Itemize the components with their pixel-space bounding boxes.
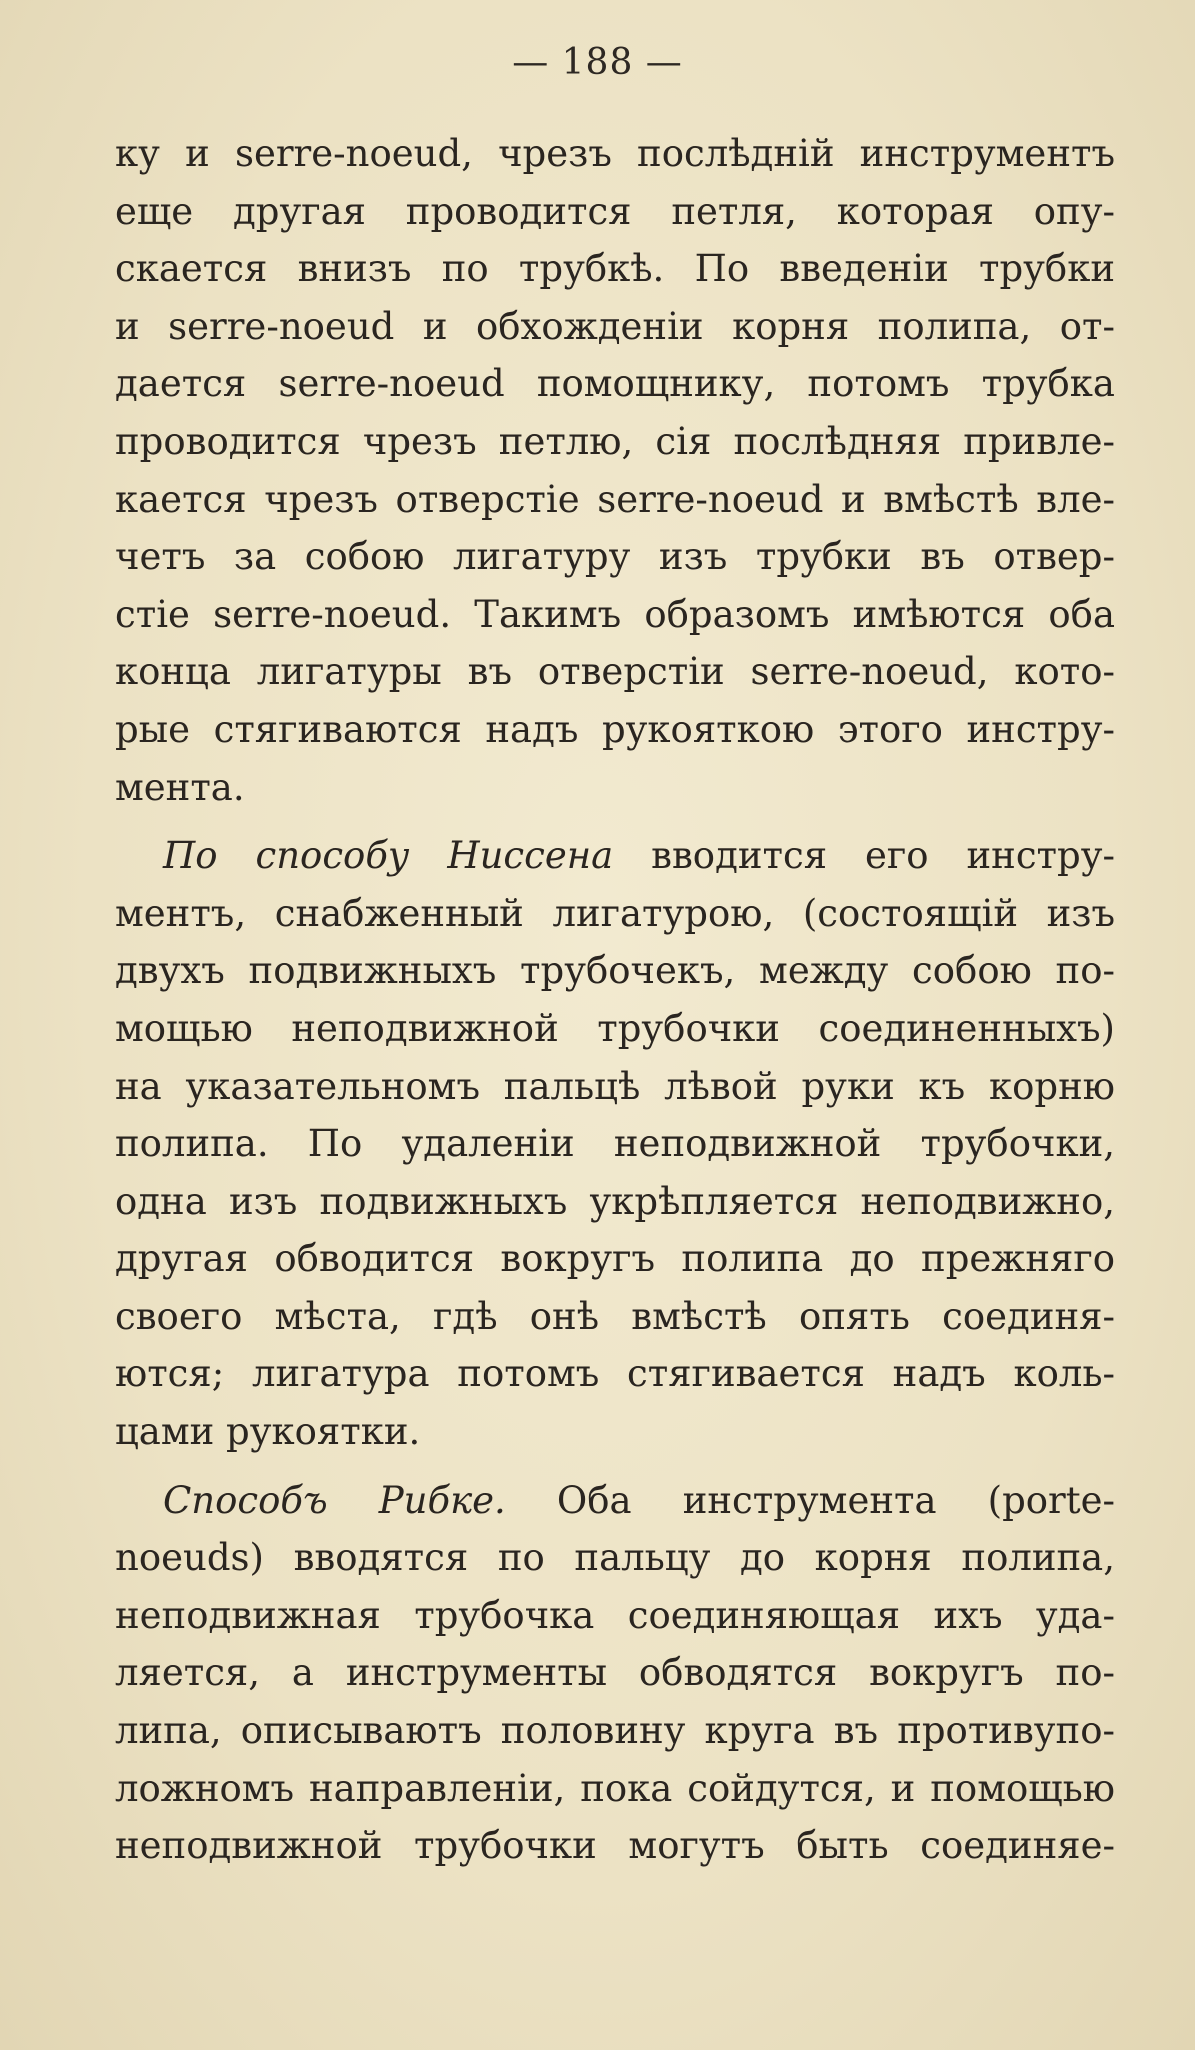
- page-number: — 188 —: [512, 42, 683, 83]
- text-line: ются; лигатура потомъ стягивается надъ коль-: [115, 1352, 1115, 1396]
- text-line: двухъ подвижныхъ трубочекъ, между собою по-: [115, 949, 1115, 993]
- text-line: липа, описываютъ половину круга въ противупо-: [115, 1709, 1115, 1753]
- method-name-ribke: Способъ Рибке.: [163, 1478, 506, 1522]
- text-line: и serre-noeud и обхожденіи корня полипа, от-: [115, 304, 1115, 348]
- text-line: на указательномъ пальцѣ лѣвой руки къ корню: [115, 1064, 1115, 1108]
- text-line: ку и serre-noeud, чрезъ послѣдній инструментъ: [115, 132, 1115, 175]
- text-line: полипа. По удаленіи неподвижной трубочки,: [115, 1122, 1115, 1166]
- text-line: [115, 827, 1115, 885]
- text-line: стіе serre-noeud. Такимъ образомъ имѣются оба: [115, 592, 1115, 636]
- text-line: ляется, а инструменты обводятся вокругъ по-: [115, 1651, 1115, 1695]
- text-line: неподвижной трубочки могутъ быть соединяе-: [115, 1824, 1115, 1868]
- body-text: [115, 125, 1115, 1875]
- text-line: noeuds) вводятся по пальцу до корня полипа,: [115, 1536, 1115, 1580]
- text-line: четъ за собою лигатуру изъ трубки въ отвер-: [115, 535, 1115, 579]
- text-line: еще другая проводится петля, которая опу-: [115, 189, 1115, 233]
- text-line: рые стягиваются надъ рукояткою этого инстру-: [115, 707, 1115, 751]
- text-line: дается serre-noeud помощнику, потомъ трубка: [115, 362, 1115, 406]
- text-line: кается чрезъ отверстіе serre-noeud и вмѣстѣ вле-: [115, 477, 1115, 521]
- text-line: конца лигатуры въ отверстіи serre-noeud, кото-: [115, 650, 1115, 694]
- text-line: неподвижная трубочка соединяющая ихъ уда-: [115, 1593, 1115, 1637]
- text-run: вводится его инстру-: [613, 834, 1115, 878]
- text-run: Оба инструмента (porte-: [505, 1478, 1115, 1522]
- text-line: ложномъ направленіи, пока сойдутся, и помощью: [115, 1766, 1115, 1810]
- text-line: проводится чрезъ петлю, сія послѣдняя привле-: [115, 419, 1115, 463]
- text-line: одна изъ подвижныхъ укрѣпляется неподвижно,: [115, 1179, 1115, 1223]
- text-line: скается внизъ по трубкѣ. По введеніи трубки: [115, 247, 1115, 291]
- text-line: [115, 1472, 1115, 1530]
- text-line: цами рукоятки.: [115, 1410, 421, 1454]
- text-line: ментъ, снабженный лигатурою, (состоящій изъ: [115, 891, 1115, 935]
- method-name-nissen: По способу Ниссена: [163, 834, 614, 878]
- text-line: мента.: [115, 765, 245, 809]
- text-line: мощью неподвижной трубочки соединенныхъ): [115, 1006, 1115, 1050]
- text-line: другая обводится вокругъ полипа до прежняго: [115, 1237, 1115, 1281]
- text-line: своего мѣста, гдѣ онѣ вмѣстѣ опять соединя-: [115, 1294, 1115, 1338]
